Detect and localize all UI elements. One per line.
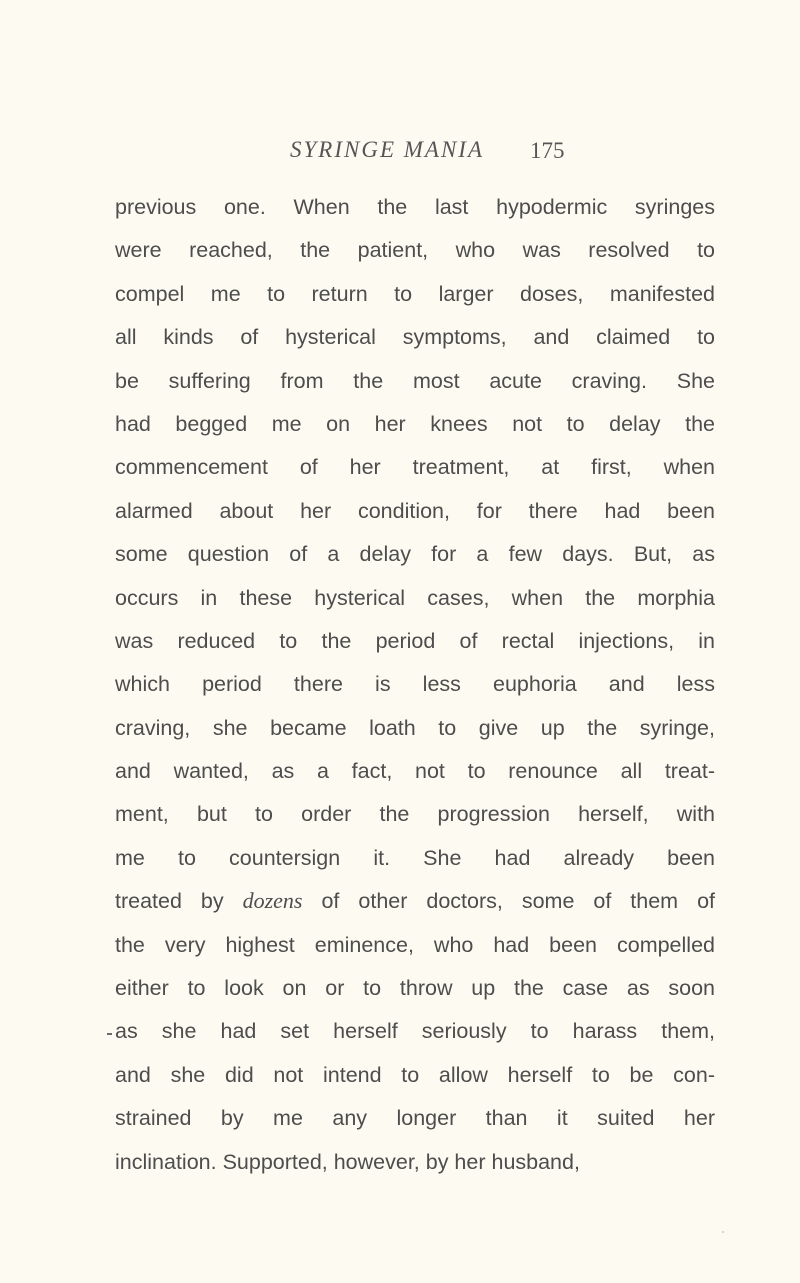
emphasized-word: dozens — [242, 888, 303, 914]
running-head — [115, 137, 715, 167]
page-number: 175 — [530, 138, 565, 163]
text-line: craving, she became loath to give up the syringe, — [115, 715, 715, 740]
text-line: compel me to return to larger doses, manifested — [115, 281, 715, 306]
text-line: the very highest eminence, who had been compelled — [115, 932, 715, 957]
text-line: occurs in these hysterical cases, when the morphia — [115, 585, 715, 610]
text-line: me to countersign it. She had already been — [115, 845, 715, 870]
text-line-emphasis — [115, 885, 715, 928]
body-text — [115, 191, 715, 1189]
text-line: and wanted, as a fact, not to renounce all treat- — [115, 759, 715, 784]
text-line: some question of a delay for a few days. But, as — [115, 542, 715, 567]
text-line: were reached, the patient, who was resolved to — [115, 238, 715, 263]
text-line: either to look on or to throw up the case as soon — [115, 976, 715, 1001]
text-line: which period there is less euphoria and less — [115, 672, 715, 697]
text-line: as she had set herself seriously to harass them, — [115, 1019, 715, 1044]
text-line: previous one. When the last hypodermic syringes — [115, 195, 715, 219]
margin-mark — [107, 1033, 112, 1035]
running-title: SYRINGE MANIA — [290, 137, 485, 162]
text-line: ment, but to order the progression herself, with — [115, 802, 715, 827]
paper-speck — [722, 1231, 724, 1233]
text-line: and she did not intend to allow herself to be con- — [115, 1062, 715, 1087]
text-line: all kinds of hysterical symptoms, and claimed to — [115, 325, 715, 350]
text-line: strained by me any longer than it suited her — [115, 1106, 715, 1131]
text-line: inclination. Supported, however, by her husband, — [115, 1149, 580, 1174]
text-line: commencement of her treatment, at first, when — [115, 455, 715, 480]
text-segment: treated by — [115, 889, 243, 914]
text-line: be suffering from the most acute craving. She — [115, 368, 715, 393]
text-segment: of other doctors, some of them of — [302, 889, 715, 914]
text-line: was reduced to the period of rectal injections, in — [115, 628, 715, 653]
text-line: had begged me on her knees not to delay the — [115, 411, 715, 436]
text-line: alarmed about her condition, for there had been — [115, 498, 715, 523]
